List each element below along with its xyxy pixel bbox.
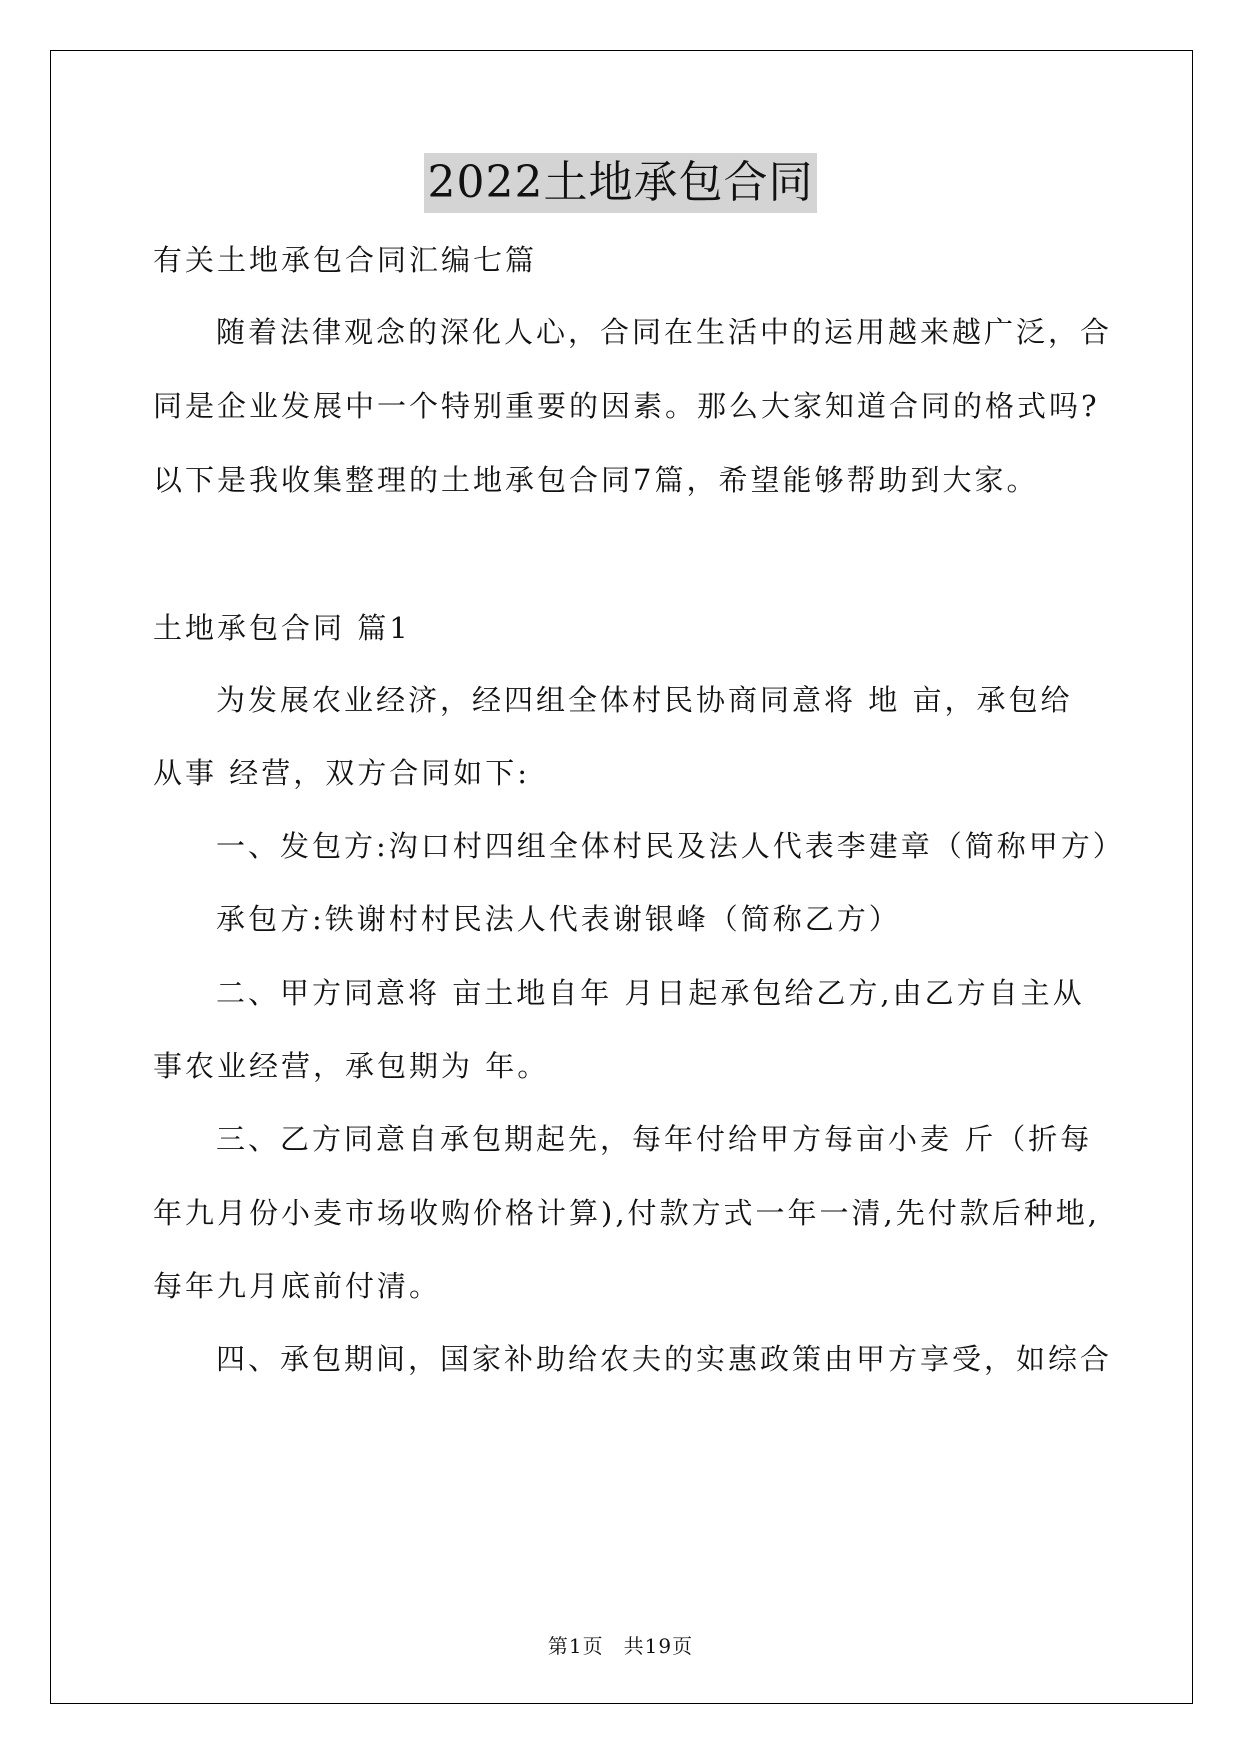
body-line-2: 从事 经营，双方合同如下:: [153, 756, 530, 790]
body-line-5: 二、甲方同意将 亩土地自年 月日起承包给乙方,由乙方自主从: [216, 976, 1085, 1010]
body-line-10: 四、承包期间，国家补助给农夫的实惠政策由甲方享受，如综合: [216, 1342, 1113, 1376]
body-line-8: 年九月份小麦市场收购价格计算),付款方式一年一清,先付款后种地,: [153, 1196, 1100, 1230]
title-container: [0, 153, 1241, 213]
body-line-1: 为发展农业经济，经四组全体村民协商同意将 地 亩，承包给: [216, 683, 1073, 717]
body-line-3: 一、发包方:沟口村四组全体村民及法人代表李建章（简称甲方）: [216, 829, 1125, 863]
body-line-6: 事农业经营，承包期为 年。: [153, 1049, 550, 1083]
body-line-4: 承包方:铁谢村村民法人代表谢银峰（简称乙方）: [216, 902, 901, 936]
intro-line-1: 随着法律观念的深化人心，合同在生活中的运用越来越广泛，合: [216, 315, 1113, 349]
intro-line-3: 以下是我收集整理的土地承包合同7篇，希望能够帮助到大家。: [153, 463, 1039, 497]
page-border: [50, 50, 1193, 1704]
page-number: 第1页: [547, 1634, 604, 1658]
document-subtitle: 有关土地承包合同汇编七篇: [153, 243, 538, 277]
document-title: 2022土地承包合同: [424, 153, 818, 213]
body-line-9: 每年九月底前付清。: [153, 1269, 442, 1303]
page-footer: [0, 1633, 1241, 1659]
intro-line-2: 同是企业发展中一个特别重要的因素。那么大家知道合同的格式吗?: [153, 389, 1100, 423]
section-heading: 土地承包合同 篇1: [153, 611, 411, 645]
page-total: 共19页: [623, 1634, 694, 1658]
body-line-7: 三、乙方同意自承包期起先，每年付给甲方每亩小麦 斤（折每: [216, 1122, 1093, 1156]
